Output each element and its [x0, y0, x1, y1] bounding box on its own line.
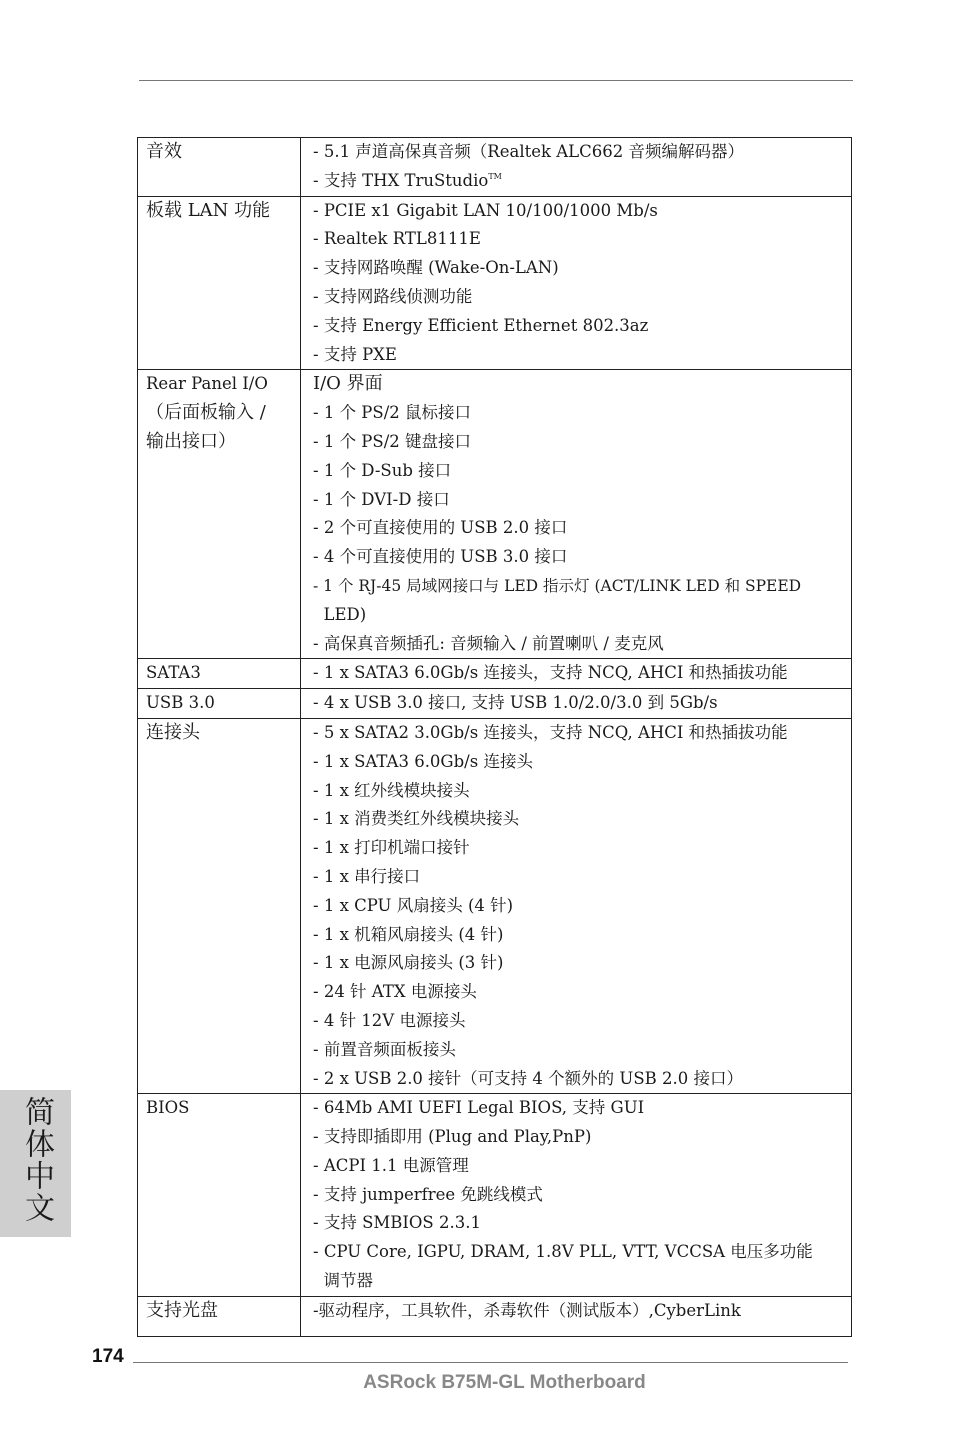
- language-label: 简体中文: [19, 1096, 54, 1224]
- spec-item: - 1 个 DVI-D 接口: [313, 489, 450, 509]
- table-row-bios: [138, 1094, 852, 1297]
- row-label: SATA3: [146, 663, 201, 683]
- spec-item-text: - 支持 THX TruStudio: [313, 170, 489, 190]
- spec-item: - 1 x 串行接口: [313, 866, 421, 886]
- spec-item: - 4 x USB 3.0 接口, 支持 USB 1.0/2.0/3.0 到 5Gb/s: [313, 693, 718, 713]
- row-label: 支持光盘: [146, 1299, 218, 1321]
- spec-item: - 1 x 打印机端口接针: [313, 838, 470, 858]
- spec-item: - 支持网路线侦测功能: [313, 286, 473, 306]
- footer-title: ASRock B75M-GL Motherboard: [363, 1372, 646, 1393]
- spec-item: - 5 x SATA2 3.0Gb/s 连接头，支持 NCQ, AHCI 和热插拔功能: [313, 722, 788, 742]
- table-row-rear-panel-io: [138, 370, 852, 659]
- row-label: USB 3.0: [146, 693, 215, 713]
- spec-item: - 2 x USB 2.0 接针（可支持 4 个额外的 USB 2.0 接口）: [313, 1068, 743, 1088]
- spec-item: - 5.1 声道高保真音频（Realtek ALC662 音频编解码器）: [313, 142, 744, 161]
- spec-item: - 2 个可直接使用的 USB 2.0 接口: [313, 518, 568, 538]
- row-label: 板载 LAN 功能: [146, 199, 271, 221]
- table-row-audio: [138, 138, 852, 197]
- row-label: 输出接口）: [146, 430, 236, 452]
- spec-item: - 1 x SATA3 6.0Gb/s 连接头，支持 NCQ, AHCI 和热插拔功能: [313, 663, 788, 683]
- table-row-usb3: [138, 689, 852, 719]
- spec-item: - 1 x 电源风扇接头 (3 针): [313, 953, 504, 973]
- spec-item: - 1 个 PS/2 键盘接口: [313, 431, 472, 451]
- spec-item: - 4 针 12V 电源接头: [313, 1010, 466, 1030]
- spec-item: - 支持 jumperfree 免跳线模式: [313, 1184, 543, 1204]
- spec-item: - 支持网路唤醒 (Wake-On-LAN): [313, 258, 559, 278]
- page-number: 174: [92, 1346, 124, 1367]
- table-row-lan: [138, 196, 852, 370]
- spec-item: - 64Mb AMI UEFI Legal BIOS, 支持 GUI: [313, 1098, 645, 1118]
- spec-item: - 1 个 PS/2 鼠标接口: [313, 403, 472, 423]
- spec-item: - 支持即插即用 (Plug and Play,PnP): [313, 1127, 592, 1147]
- spec-item: -驱动程序，工具软件，杀毒软件（测试版本）,CyberLink: [313, 1300, 741, 1320]
- spec-item: - Realtek RTL8111E: [313, 229, 481, 249]
- header-rule: [139, 80, 853, 81]
- table-row-connector: [138, 718, 852, 1093]
- trademark-mark: TM: [488, 171, 502, 181]
- spec-item: - 1 x CPU 风扇接头 (4 针): [313, 895, 514, 915]
- spec-item: - 1 x 红外线模块接头: [313, 780, 470, 800]
- spec-item: - 支持 Energy Efficient Ethernet 802.3az: [313, 315, 649, 335]
- spec-item: - PCIE x1 Gigabit LAN 10/100/1000 Mb/s: [313, 200, 658, 220]
- table-row-support-cd: [138, 1296, 852, 1336]
- footer-rule: [133, 1362, 848, 1363]
- row-label: 连接头: [146, 721, 200, 743]
- spec-item: - 4 个可直接使用的 USB 3.0 接口: [313, 547, 568, 567]
- spec-item: - 支持 SMBIOS 2.3.1: [313, 1213, 481, 1233]
- row-label: BIOS: [146, 1098, 190, 1118]
- spec-item: - 1 x SATA3 6.0Gb/s 连接头: [313, 751, 533, 771]
- spec-item: - 1 x 消费类红外线模块接头: [313, 809, 520, 829]
- spec-item: [313, 167, 851, 196]
- spec-item: - 1 个 D-Sub 接口: [313, 460, 452, 480]
- language-side-tab: [0, 1090, 71, 1237]
- spec-item: I/O 界面: [313, 373, 383, 395]
- table-row-sata3: [138, 659, 852, 689]
- spec-item: - ACPI 1.1 电源管理: [313, 1155, 469, 1175]
- spec-item: - CPU Core, IGPU, DRAM, 1.8V PLL, VTT, VCCSA 电压多功能: [313, 1242, 813, 1262]
- spec-item: - 支持 PXE: [313, 344, 397, 364]
- row-label: 音效: [146, 141, 182, 162]
- spec-item: - 1 x 机箱风扇接头 (4 针): [313, 924, 504, 944]
- spec-item: 调节器: [313, 1271, 373, 1291]
- row-label: Rear Panel I/O: [146, 374, 268, 394]
- spec-item: LED): [313, 604, 367, 624]
- spec-item: - 24 针 ATX 电源接头: [313, 982, 477, 1002]
- spec-item: - 前置音频面板接头: [313, 1039, 456, 1059]
- spec-item: - 高保真音频插孔: 音频输入 / 前置喇叭 / 麦克风: [313, 633, 664, 653]
- spec-item: - 1 个 RJ-45 局域网接口与 LED 指示灯 (ACT/LINK LED 和 SPEED: [313, 576, 802, 595]
- spec-table: [137, 137, 852, 1337]
- row-label: （后面板输入 /: [146, 402, 266, 424]
